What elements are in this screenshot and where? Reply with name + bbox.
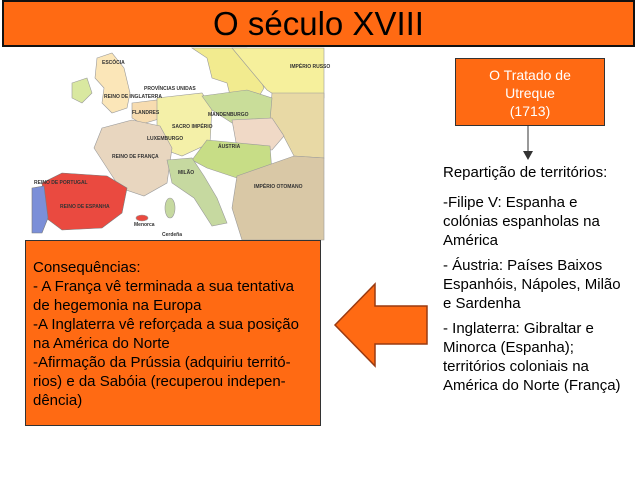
map-label-milao: MILÃO bbox=[178, 170, 195, 176]
down-arrow-icon bbox=[508, 126, 548, 162]
consequencias-prussia: -Afirmação da Prússia (adquiriu territó-rios) e da Sabóia (recuperou indepen-dência) bbox=[33, 354, 291, 409]
left-arrow-icon bbox=[333, 282, 429, 368]
map-label-menorca: Menorca bbox=[134, 222, 155, 228]
slide-title: O século XVIII bbox=[2, 0, 635, 47]
treaty-line-3: (1713) bbox=[509, 103, 551, 119]
consequencias-heading: Consequências: bbox=[33, 259, 141, 276]
map-label-mandenburgo: MANDENBURGO bbox=[208, 112, 249, 118]
map-label-espanha: REINO DE ESPANHA bbox=[60, 204, 110, 210]
map-label-russo: IMPÉRIO RUSSO bbox=[290, 64, 331, 70]
map-label-luxemburgo: LUXEMBURGO bbox=[147, 136, 184, 142]
consequencias-inglaterra: -A Inglaterra vê reforçada a sua posição na América do Norte bbox=[33, 316, 299, 352]
reparticao-item-filipe: -Filipe V: Espanha e colónias espanholas na América bbox=[443, 194, 600, 249]
treaty-line-1: O Tratado de bbox=[489, 67, 571, 83]
reparticao-item-austria: - Áustria: Países Baixos Espanhóis, Nápoles, Milão e Sardenha bbox=[443, 257, 621, 312]
map-label-sacro-imperio: SACRO IMPÉRIO bbox=[172, 124, 213, 130]
reparticao-block bbox=[443, 163, 633, 401]
map-label-austria: ÁUSTRIA bbox=[218, 144, 241, 150]
map-label-franca: REINO DE FRANÇA bbox=[112, 154, 159, 160]
treaty-line-2: Utreque bbox=[505, 85, 555, 101]
europe-map bbox=[32, 48, 331, 240]
map-label-escocia: ESCÓCIA bbox=[102, 60, 125, 66]
map-label-portugal: REINO DE PORTUGAL bbox=[34, 180, 88, 186]
map-label-flandres: FLANDRES bbox=[132, 110, 160, 116]
reparticao-item-inglaterra: - Inglaterra: Gibraltar e Minorca (Espanha); territórios coloniais na América do Norte (França) bbox=[443, 320, 621, 394]
treaty-box bbox=[455, 58, 605, 126]
map-label-provincias: PROVÍNCIAS UNIDAS bbox=[144, 86, 196, 92]
consequencias-franca: - A França vê terminada a sua tentativa de hegemonia na Europa bbox=[33, 278, 294, 314]
consequencias-box bbox=[25, 240, 321, 426]
map-label-inglaterra: REINO DE INGLATERRA bbox=[104, 94, 162, 100]
map-label-sardenha: Cerdeña bbox=[162, 232, 183, 238]
reparticao-heading: Repartição de territórios: bbox=[443, 164, 608, 181]
map-label-otomano: IMPÉRIO OTOMANO bbox=[254, 184, 303, 190]
